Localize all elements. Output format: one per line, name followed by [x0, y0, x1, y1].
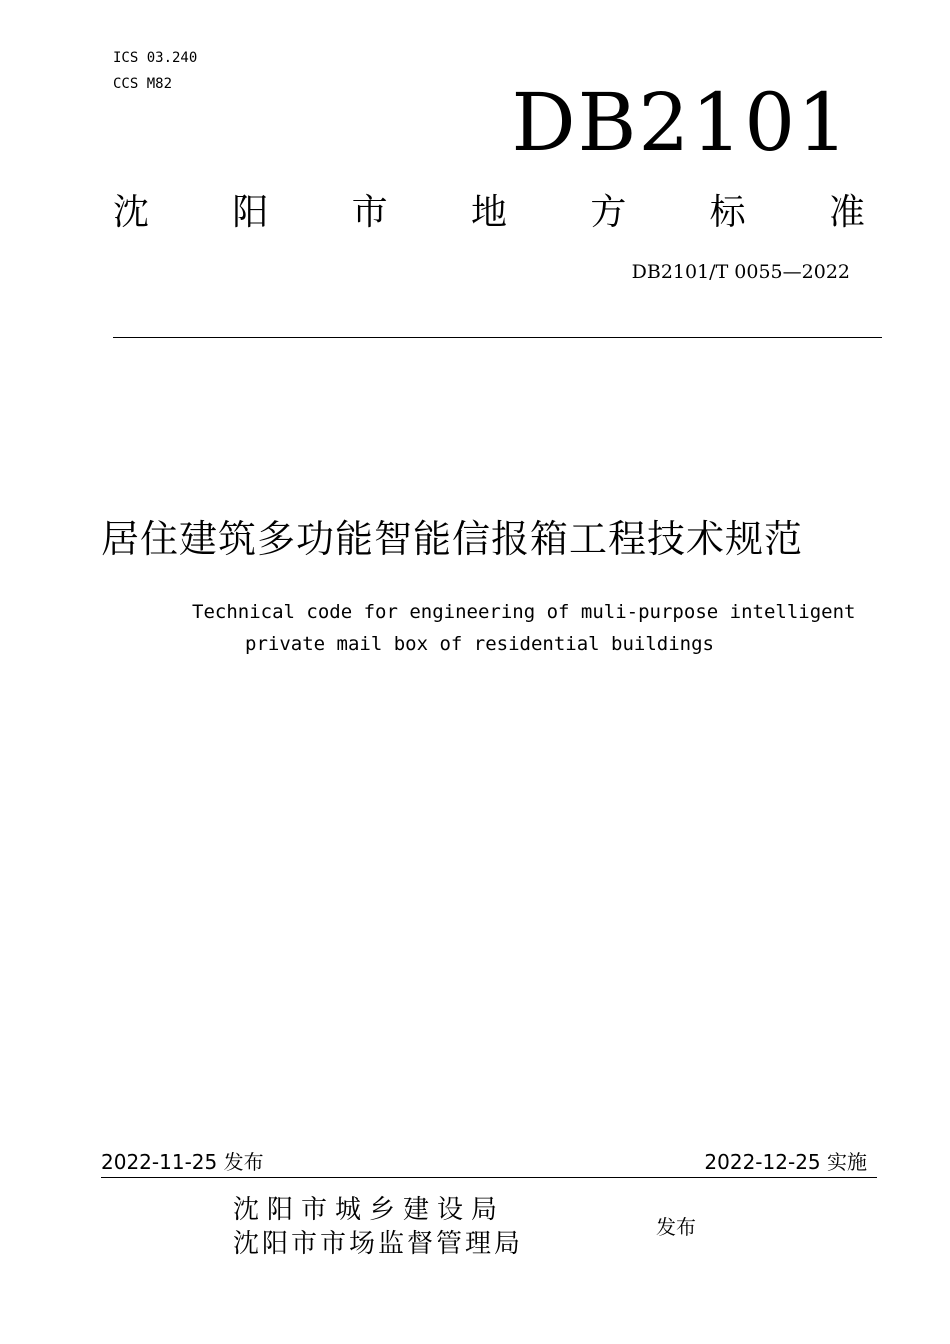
- issuer-construction-bureau: 沈阳市城乡建设局: [233, 1195, 506, 1225]
- header-divider: [113, 337, 882, 338]
- standard-type-char: 阳: [232, 191, 269, 233]
- ics-code: ICS 03.240: [113, 50, 198, 66]
- release-date: 2022-11-25 发布: [101, 1150, 264, 1174]
- issue-label: 发布: [656, 1215, 696, 1239]
- standard-type-char: 方: [590, 191, 627, 233]
- footer-divider: [101, 1177, 877, 1178]
- standard-type-char: 标: [709, 191, 746, 233]
- standard-type-heading: [113, 186, 865, 232]
- standard-number: DB2101/T 0055—2022: [631, 261, 850, 283]
- standard-series-code: DB2101: [511, 76, 850, 169]
- standard-type-char: 沈: [113, 191, 150, 233]
- standard-type-char: 市: [351, 191, 388, 233]
- ccs-code: CCS M82: [113, 76, 173, 92]
- document-title-chinese: 居住建筑多功能智能信报箱工程技术规范: [101, 517, 804, 561]
- implementation-date: 2022-12-25 实施: [704, 1150, 867, 1174]
- document-title-english-line2: private mail box of residential buildings: [245, 633, 714, 655]
- standard-type-char: 准: [828, 191, 865, 233]
- standard-type-char: 地: [470, 191, 507, 233]
- issuer-market-supervision-bureau: 沈阳市市场监督管理局: [233, 1229, 524, 1259]
- document-title-english-line1: Technical code for engineering of muli-purpose intelligent: [192, 601, 856, 623]
